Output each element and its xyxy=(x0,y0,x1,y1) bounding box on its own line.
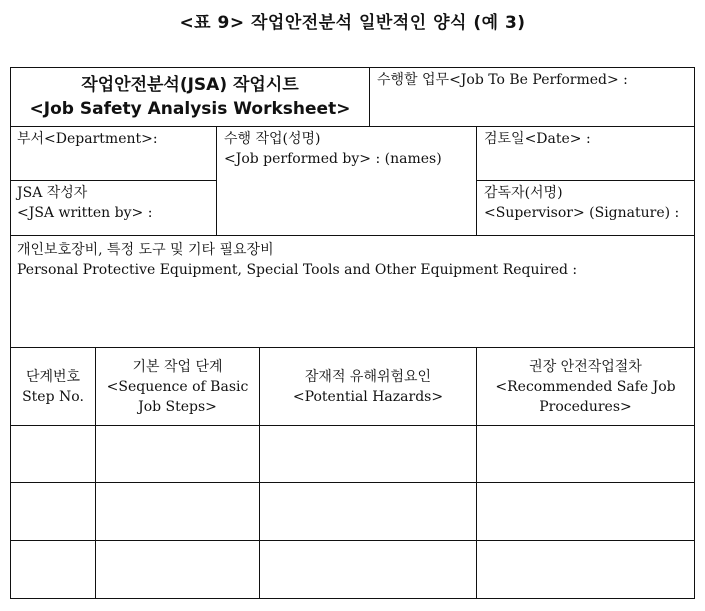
header-line: 기본 작업 단계 xyxy=(132,358,223,375)
table-caption: <표 9> 작업안전분석 일반적인 양식 (예 3) xyxy=(179,13,526,33)
title-english: <Job Safety Analysis Worksheet> xyxy=(29,99,351,119)
date-field: 검토일<Date> : xyxy=(484,131,591,147)
ppe-label-ko: 개인보호장비, 특정 도구 및 기타 필요장비 xyxy=(17,242,274,258)
divider xyxy=(216,126,217,235)
written-by-label-ko: JSA 작성자 xyxy=(17,185,88,201)
performed-by-field xyxy=(224,129,442,169)
department-field: 부서<Department>: xyxy=(17,131,158,147)
column-header-basic-job-steps xyxy=(96,348,259,425)
written-by-field xyxy=(17,183,152,223)
table-row xyxy=(11,541,694,598)
performed-by-label-ko: 수행 작업(성명) xyxy=(224,131,321,147)
header-line: 단계번호 xyxy=(25,368,81,385)
column-header-safe-procedures xyxy=(477,348,694,425)
column-header-step-no xyxy=(11,348,95,425)
divider xyxy=(476,180,694,181)
divider xyxy=(11,126,694,127)
supervisor-field xyxy=(484,183,679,223)
divider xyxy=(476,126,477,235)
title-korean: 작업안전분석(JSA) 작업시트 xyxy=(81,75,299,95)
column-header-potential-hazards xyxy=(260,348,476,425)
ppe-label-en: Personal Protective Equipment, Special Tools and Other Equipment Required : xyxy=(17,262,578,278)
header-line: <Recommended Safe Job xyxy=(495,378,676,395)
performed-by-label-en: <Job performed by> : (names) xyxy=(224,151,442,167)
header-line: <Sequence of Basic xyxy=(106,378,249,395)
table-row xyxy=(11,426,694,482)
header-line: 권장 안전작업절차 xyxy=(529,358,642,375)
divider xyxy=(11,180,216,181)
written-by-label-en: <JSA written by> : xyxy=(17,205,153,221)
table-row xyxy=(11,483,694,540)
header-line: Job Steps> xyxy=(138,398,217,415)
worksheet-title xyxy=(11,68,369,126)
ppe-field xyxy=(17,240,687,280)
supervisor-label-en: <Supervisor> (Signature) : xyxy=(484,205,680,221)
jsa-worksheet xyxy=(10,67,695,599)
divider xyxy=(369,68,370,126)
supervisor-label-ko: 감독자(서명) xyxy=(484,185,563,201)
header-line: Step No. xyxy=(22,388,84,405)
divider xyxy=(11,235,694,236)
header-line: Procedures> xyxy=(539,398,632,415)
job-to-perform-field: 수행할 업무<Job To Be Performed> : xyxy=(377,72,628,88)
header-line: <Potential Hazards> xyxy=(292,388,444,405)
header-line: 잠재적 유해위험요인 xyxy=(304,368,432,385)
